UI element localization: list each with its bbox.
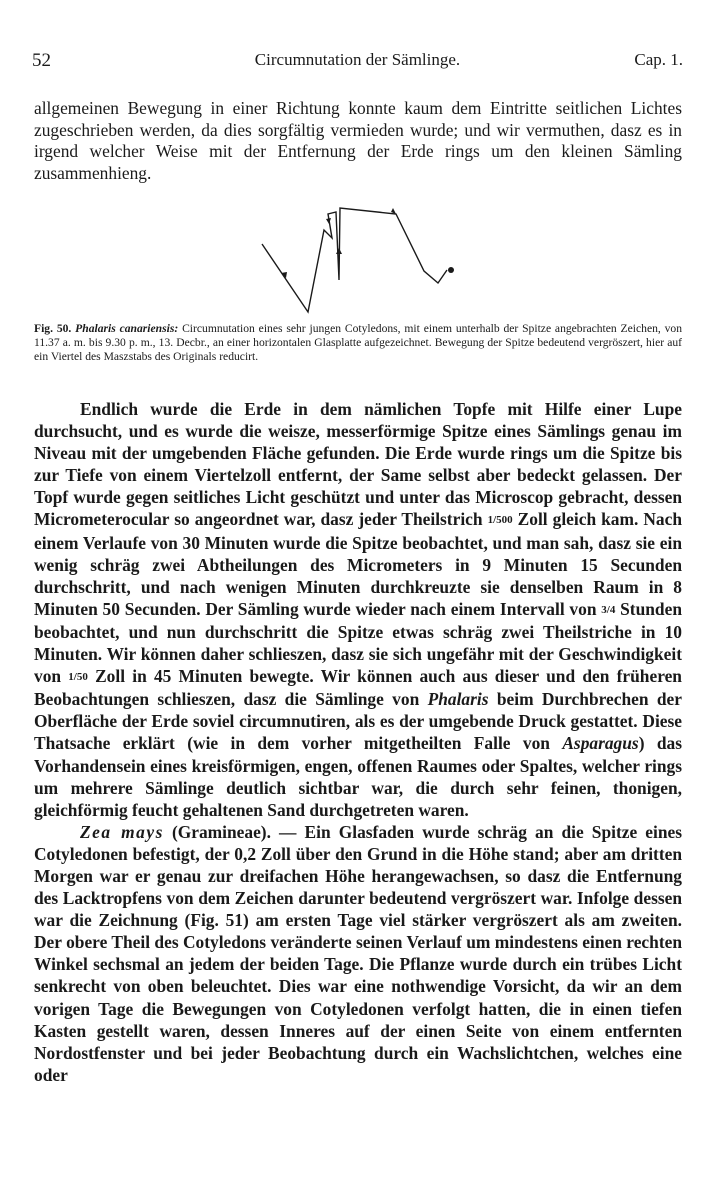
figure-50-circumnutation-trace: [240, 200, 480, 330]
text-run: Zoll in 45 Minuten bewegte. Wir können auch aus dieser und den früheren Beobachtungen schlieszen, dasz die Sämlinge von: [34, 666, 682, 710]
arrow-head: [326, 218, 331, 224]
trace-path: [262, 208, 447, 312]
running-title: Circumnutation der Sämlinge.: [254, 50, 461, 69]
text-run: (Gramineae). — Ein Glasfaden wurde schräg an die Spitze eines Cotyledonen befestigt, der 0,2 Zoll über den Grund in die Höhe stand; aber am dritten Morgen war er genau zur dreifachen Höhe herangewachsen, so dasz die Entfernung des Lacktropfens von dem Zeichen darunter bedeutend vergröszert war. Infolge dessen war die Zeichnung (Fig. 51) am ersten Tage viel stärker vergröszert als am zweiten. Der obere Theil des Cotyledons veränderte seinen Verlauf um mindestens einen rechten Winkel sechsmal an jedem der beiden Tage. Die Pflanze wurde durch ein trübes Licht senkrecht von oben beleuchtet. Dies war eine nothwendige Vorsicht, da wir an dem vorigen Tage die Bewegungen von Cotyledonen verfolgt hatten, die in einen tiefen Kasten gestellt waren, dessen Inneres auf der einen Seite von einem entfernten Nordostfenster und bei jeder Beobachtung durch ein Wachslichtchen, welches eine oder: [34, 821, 682, 1085]
arrow-head: [336, 248, 342, 254]
text-run: ) das Vorhandensein eines kreisförmigen, engen, offenen Raumes oder Spaltes, welcher rings um mehrere Sämlinge deutlich sichtbar war, die durch sehr feinen, thonigen, gleichförmig feucht gehaltenen Sand durchgetreten waren.: [34, 733, 682, 820]
text-run: beim Durchbrechen der Oberfläche der Erde soviel circumnutiren, als es der umgebende Druck gestattet. Diese Thatsache erklärt (wie in dem vorher mitgetheilten Falle von: [34, 689, 682, 754]
text-run: Endlich wurde die Erde in dem nämlichen Topfe mit Hilfe einer Lupe durchsucht, und es wurde die weisze, messerförmige Spitze eines Sämlings genau im Niveau mit der umgebenden Fläche gefunden. Die Erde wurde rings um die Spitze bis zur Tiefe von einem Viertelzoll entfernt, der Same selbst aber bedeckt gelassen. Der Topf wurde gegen seitliches Licht geschützt und unter das Microscop gebracht, dessen Micrometerocular so angeordnet war, dasz jeder Theilstrich: [34, 399, 682, 530]
text-run: Stunden beobachtet, und nun durchschritt die Spitze etwas schräg zwei Theilstriche in 10 Minuten. Wir können daher schlieszen, dasz sie sich ungefähr mit der Geschwindigkeit von: [34, 598, 682, 687]
caption-text: Circumnutation eines sehr jungen Cotyledons, mit einem unterhalb der Spitze angebrachten Zeichen, von 11.37 a. m. bis 9.30 p. m., 13. Decbr., an einer horizontalen Glasplatte aufgezeichnet. Bewegung der Spitze bedeutend vergröszert, hier auf ein Viertel des Maszstabs des Originals reducirt.: [34, 322, 683, 363]
caption-species: Phalaris canariensis:: [75, 322, 179, 335]
caption-label: Fig. 50.: [34, 322, 72, 335]
main-text: [34, 398, 682, 1086]
species-name: Phalaris: [427, 689, 489, 710]
fraction: 1/500: [487, 514, 513, 527]
paragraph-intro: allgemeinen Bewegung in einer Richtung konnte kaum dem Eintritte seitlichen Lichtes zugeschrieben werden, da dies sorgfältig vermieden wurde; und wir vermuthen, dasz es in irgend welcher Weise mit der Entfernung der Erde rings um den kleinen Sämling zusammenhieng.: [34, 98, 682, 183]
chapter-label: Cap. 1.: [634, 50, 683, 69]
species-name: Asparagus: [562, 733, 639, 754]
figure-caption: [34, 322, 682, 364]
text-run: Zoll gleich kam. Nach einem Verlaufe von 30 Minuten wurde die Spitze beobachtet, und man sah, dasz sie ein wenig schräg zwei Abtheilungen des Micrometers in 9 Minuten 15 Secunden durchschritt, und nach wenigen Minuten durchkreuzte sie denselben Raum in 8 Minuten 50 Secunden. Der Sämling wurde wieder nach einem Intervall von: [34, 509, 682, 619]
running-header: [32, 50, 683, 74]
page-number: 52: [32, 50, 51, 71]
species-name: Zea mays: [80, 821, 164, 842]
fraction: 3/4: [601, 603, 616, 616]
fraction: 1/50: [68, 671, 88, 684]
trace-start-dot: [448, 267, 454, 273]
paragraph-zea: [34, 821, 682, 1086]
paragraph-phalaris: [34, 398, 682, 821]
